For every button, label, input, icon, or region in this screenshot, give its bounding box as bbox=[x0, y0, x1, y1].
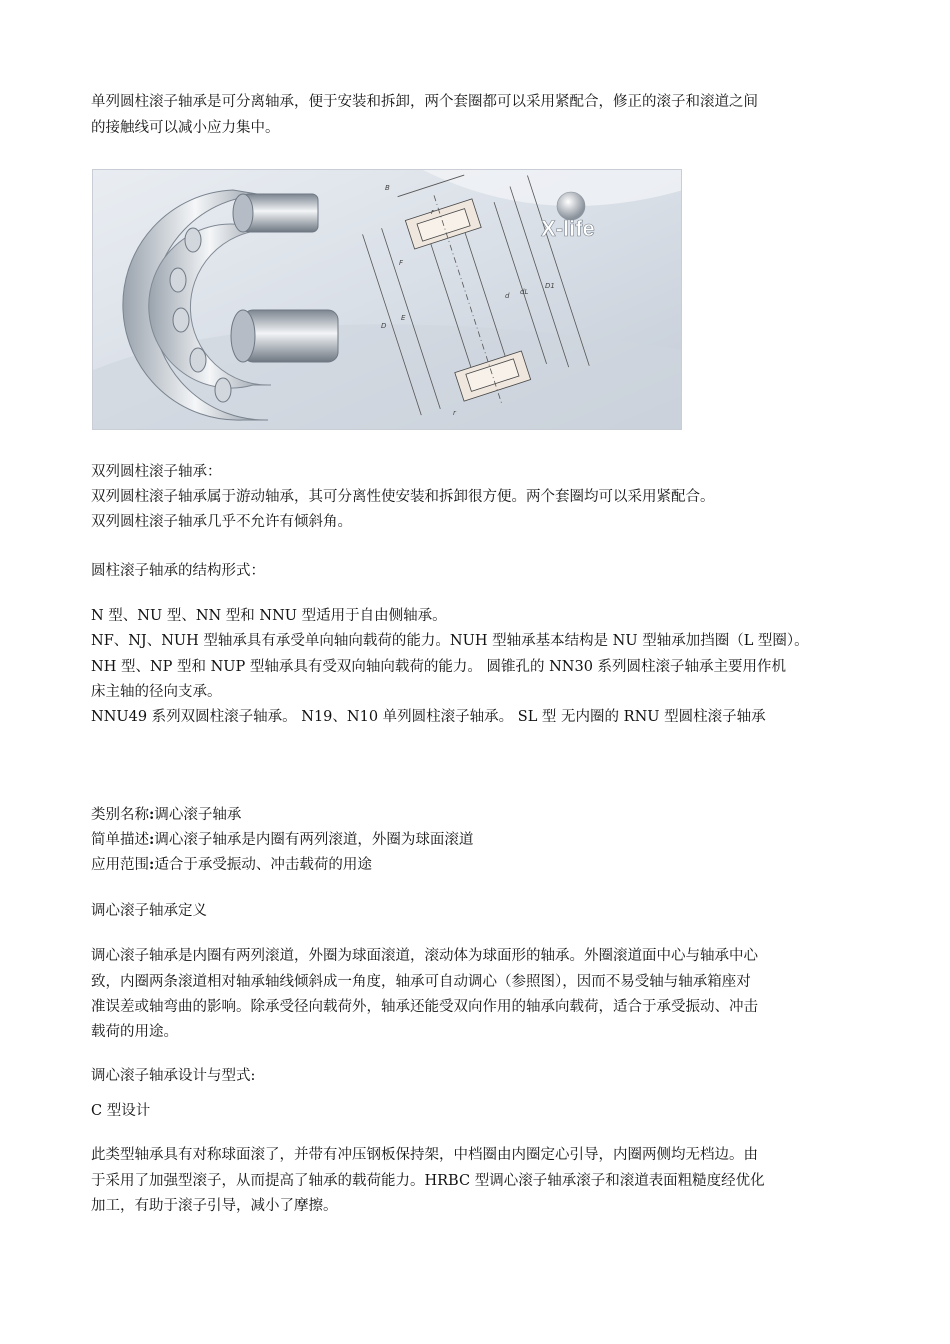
category-value: 调心滚子轴承 bbox=[154, 807, 242, 823]
definition-line-2: 致，内圈两条滚道相对轴承轴线倾斜成一角度，轴承可自动调心（参照图），因而不易受轴与轴承箱座对 bbox=[91, 974, 751, 990]
c-type-heading: C 型设计 bbox=[91, 1103, 151, 1119]
structure-line-5: NNU49 系列双圆柱滚子轴承。 N19、N10 单列圆柱滚子轴承。 SL 型 无内圈的 RNU 型圆柱滚子轴承 bbox=[91, 709, 766, 725]
category-sep: : bbox=[149, 806, 155, 823]
design-line-2: 于采用了加强型滚子，从而提高了轴承的载荷能力。HRBC 型调心滚子轴承滚子和滚道表面粗糙度经优化 bbox=[91, 1173, 765, 1189]
double-row-line-1: 双列圆柱滚子轴承属于游动轴承，其可分离性使安装和拆卸很方便。两个套圈均可以采用紧配合。 bbox=[91, 489, 715, 505]
definition-line-1: 调心滚子轴承是内圈有两列滚道，外圈为球面滚道，滚动体为球面形的轴承。外圈滚道面中心与轴承中心 bbox=[91, 948, 758, 964]
structure-line-4: 床主轴的径向支承。 bbox=[91, 684, 222, 700]
scope-sep: : bbox=[149, 856, 155, 873]
dim-label-d: d bbox=[505, 292, 510, 300]
structure-line-1: N 型、NU 型、NN 型和 NNU 型适用于自由侧轴承。 bbox=[91, 608, 447, 624]
scope-label: 应用范围 bbox=[91, 857, 149, 873]
design-heading: 调心滚子轴承设计与型式: bbox=[91, 1068, 256, 1084]
svg-text:X-life: X-life bbox=[541, 216, 595, 241]
definition-heading: 调心滚子轴承定义 bbox=[91, 903, 207, 919]
dim-label-B: B bbox=[385, 184, 390, 192]
definition-line-3: 准误差或轴弯曲的影响。除承受径向载荷外，轴承还能受双向作用的轴承向载荷，适合于承受振动、冲击 bbox=[91, 999, 758, 1015]
description-sep: : bbox=[149, 831, 155, 848]
category-line bbox=[91, 804, 241, 826]
definition-line-4: 载荷的用途。 bbox=[91, 1024, 178, 1040]
dim-label-D1: D1 bbox=[545, 282, 555, 290]
structure-heading: 圆柱滚子轴承的结构形式： bbox=[91, 563, 265, 579]
dim-label-F: F bbox=[399, 259, 404, 267]
scope-value: 适合于承受振动、冲击载荷的用途 bbox=[154, 857, 372, 873]
dim-label-r2: r bbox=[453, 409, 456, 417]
structure-line-2: NF、NJ、NUH 型轴承具有承受单向轴向载荷的能力。NUH 型轴承基本结构是 NU 型轴承加挡圈（L 型圈）。 bbox=[91, 633, 809, 649]
intro-line-2: 的接触线可以减小应力集中。 bbox=[91, 120, 280, 136]
double-row-heading: 双列圆柱滚子轴承： bbox=[91, 464, 222, 480]
description-label: 简单描述 bbox=[91, 832, 149, 848]
dim-label-dL: dL bbox=[520, 288, 529, 296]
double-row-line-2: 双列圆柱滚子轴承几乎不允许有倾斜角。 bbox=[91, 514, 352, 530]
dim-label-r1: r bbox=[431, 208, 434, 216]
intro-line-1: 单列圆柱滚子轴承是可分离轴承，便于安装和拆卸，两个套圈都可以采用紧配合，修正的滚子和滚道之间 bbox=[91, 94, 758, 110]
design-line-3: 加工，有助于滚子引导，减小了摩擦。 bbox=[91, 1198, 338, 1214]
dim-label-E: E bbox=[401, 314, 406, 322]
dim-label-D: D bbox=[381, 322, 387, 330]
description-value: 调心滚子轴承是内圈有两列滚道，外圈为球面滚道 bbox=[154, 832, 474, 848]
category-label: 类别名称 bbox=[91, 807, 149, 823]
description-line bbox=[91, 829, 473, 851]
structure-line-3: NH 型、NP 型和 NUP 型轴承具有受双向轴向载荷的能力。 圆锥孔的 NN30 系列圆柱滚子轴承主要用作机 bbox=[91, 659, 787, 675]
design-line-1: 此类型轴承具有对称球面滚了，并带有冲压钢板保持架，中档圈由内圈定心引导，内圈两侧均无档边。由 bbox=[91, 1147, 758, 1163]
bearing-figure bbox=[92, 169, 682, 430]
scope-line bbox=[91, 854, 372, 876]
